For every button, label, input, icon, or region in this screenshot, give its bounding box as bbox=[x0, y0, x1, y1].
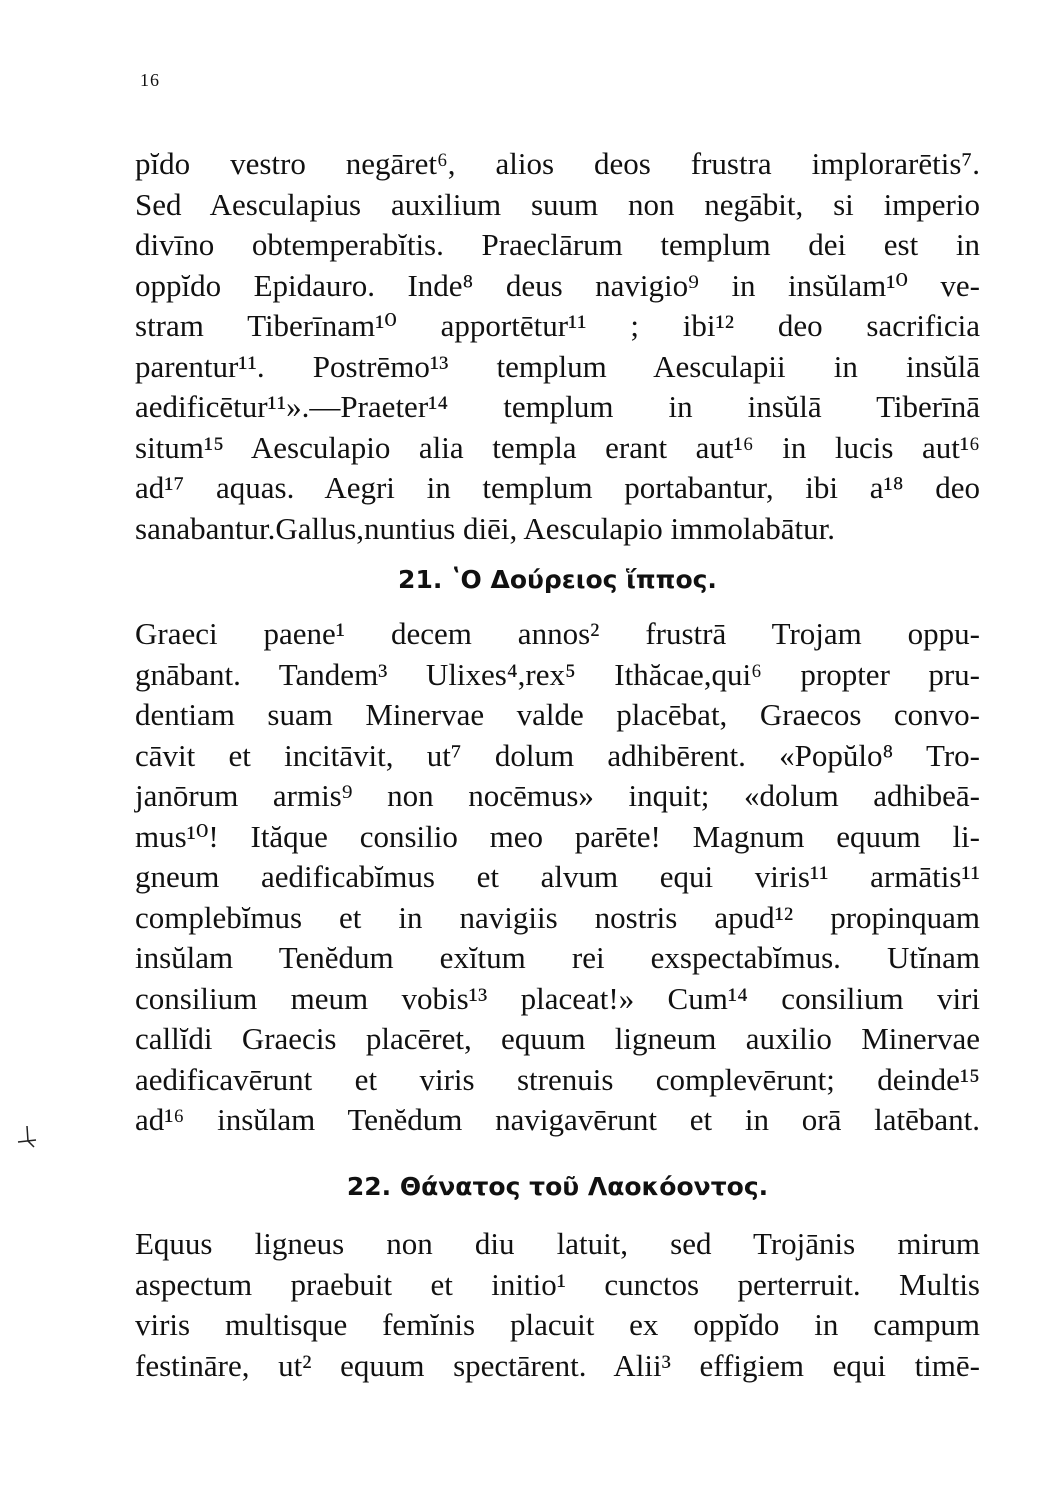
text-line: stram Tiberīnam¹⁰ apportētur¹¹ ; ibi¹² deo sacrificia bbox=[135, 308, 980, 343]
text-line: gneum aedificabĭmus et alvum equi viris¹¹ armātis¹¹ bbox=[135, 859, 980, 894]
section-heading-21: 21. ʽΟ Δούρειος ἵππος. bbox=[398, 565, 717, 594]
text-line: aedificētur¹¹».—Praeter¹⁴ templum in insŭlā Tiberīnā bbox=[135, 389, 980, 424]
text-line: consilium meum vobis¹³ placeat!» Cum¹⁴ consilium viri bbox=[135, 981, 980, 1016]
page-number: 16 bbox=[140, 70, 160, 90]
text-line: janōrum armis⁹ non nocēmus» inquit; «dolum adhibeā- bbox=[135, 778, 980, 813]
text-line: complebĭmus et in navigiis nostris apud¹² propinquam bbox=[135, 900, 980, 935]
text-line: aedificavērunt et viris strenuis complevērunt; deinde¹⁵ bbox=[135, 1062, 980, 1097]
text-line: pĭdo vestro negāret⁶, alios deos frustra implorarētis⁷. bbox=[135, 146, 980, 181]
margin-mark-icon bbox=[14, 1120, 40, 1150]
text-line: parentur¹¹. Postrēmo¹³ templum Aesculapii in insŭlā bbox=[135, 349, 980, 384]
text-line: mus¹⁰! Ităque consilio meo parēte! Magnum equum li- bbox=[135, 819, 980, 854]
text-line: Equus ligneus non diu latuit, sed Trojānis mirum bbox=[135, 1226, 980, 1261]
text-line: callĭdi Graecis placēret, equum ligneum auxilio Minervae bbox=[135, 1021, 980, 1056]
section-heading-22: 22. Θάνατος τοῦ Λαοκόοντος. bbox=[346, 1172, 769, 1201]
text-line: Sed Aesculapius auxilium suum non negābit, si imperio bbox=[135, 187, 980, 222]
text-line: oppĭdo Epidauro. Inde⁸ deus navigio⁹ in insŭlam¹⁰ ve- bbox=[135, 268, 980, 303]
text-line: insŭlam Tenĕdum exĭtum rei exspectabĭmus. Utĭnam bbox=[135, 940, 980, 975]
text-line: viris multisque femĭnis placuit ex oppĭdo in campum bbox=[135, 1307, 980, 1342]
text-line: aspectum praebuit et initio¹ cunctos perterruit. Multis bbox=[135, 1267, 980, 1302]
text-line: cāvit et incitāvit, ut⁷ dolum adhibērent. «Popŭlo⁸ Tro- bbox=[135, 738, 980, 773]
text-line: divīno obtemperabĭtis. Praeclārum templum dei est in bbox=[135, 227, 980, 262]
text-line: festināre, ut² equum spectārent. Alii³ effigiem equi timē- bbox=[135, 1348, 980, 1383]
text-line: ad¹⁶ insŭlam Tenĕdum navigavērunt et in orā latēbant. bbox=[135, 1102, 980, 1137]
text-line: ad¹⁷ aquas. Aegri in templum portabantur, ibi a¹⁸ deo bbox=[135, 470, 980, 505]
text-line: Graeci paene¹ decem annos² frustrā Trojam oppu- bbox=[135, 616, 980, 651]
text-line: dentiam suam Minervae valde placēbat, Graecos convo- bbox=[135, 697, 980, 732]
text-line: gnābant. Tandem³ Ulixes⁴,rex⁵ Ithăcae,qui⁶ propter pru- bbox=[135, 657, 980, 692]
text-line: sanabantur.Gallus,nuntius diēi, Aesculapio immolabātur. bbox=[135, 511, 835, 546]
text-line: situm¹⁵ Aesculapio alia templa erant aut¹⁶ in lucis aut¹⁶ bbox=[135, 430, 980, 465]
